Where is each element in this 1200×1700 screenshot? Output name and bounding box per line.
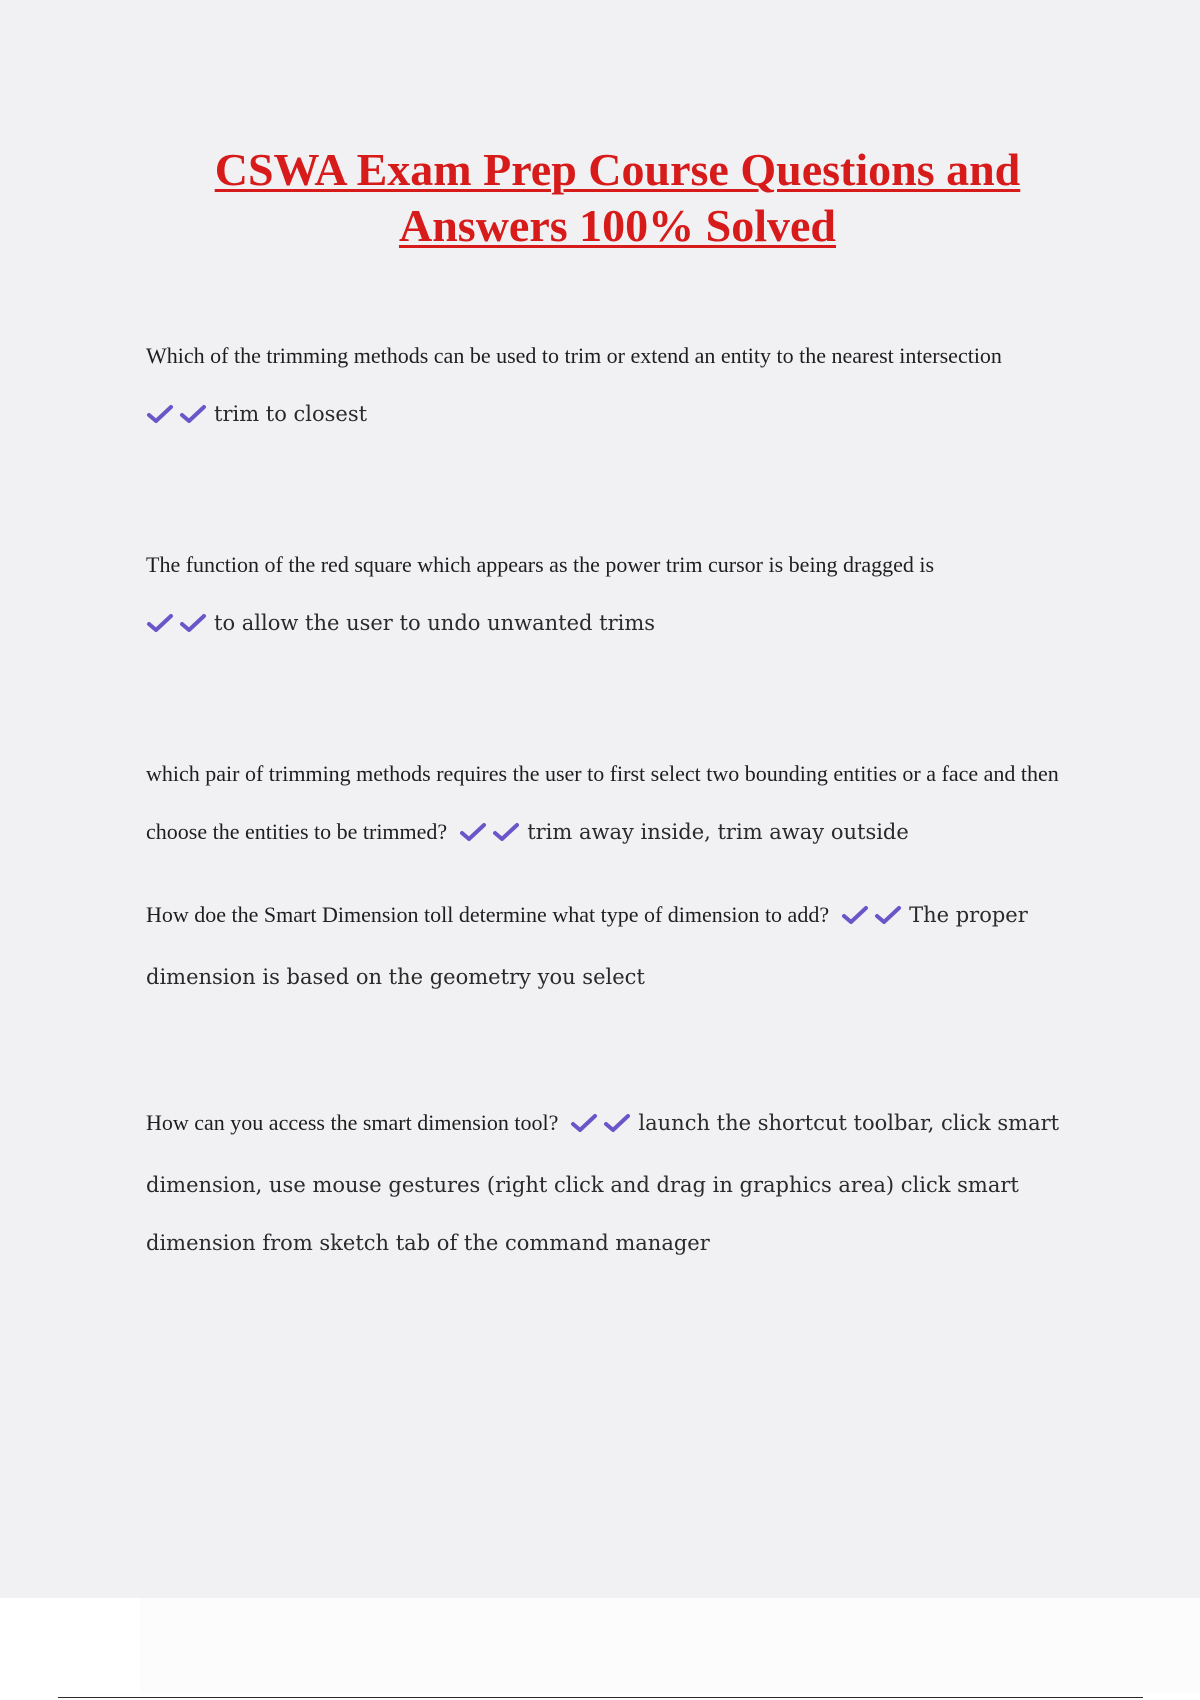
qa-item-3 [146, 745, 1086, 865]
answer-text: trim away inside, trim away outside [527, 820, 909, 844]
answer-checkmarks [146, 598, 212, 656]
page-footer-area [140, 1598, 1200, 1694]
qa-item-4 [146, 886, 1086, 1006]
answer-checkmarks [570, 1098, 636, 1156]
check-icon [841, 904, 869, 926]
qa-item-5 [146, 1094, 1096, 1272]
check-icon [570, 1112, 598, 1134]
check-icon [603, 1112, 631, 1134]
answer-text: The proper dimension is based on the geometry you select [146, 903, 1028, 989]
check-icon [874, 904, 902, 926]
question-text: Which of the trimming methods can be used to trim or extend an entity to the nearest intersection [146, 343, 1002, 368]
qa-item-2 [146, 536, 1106, 656]
answer-checkmarks [146, 389, 212, 447]
footer-divider [58, 1697, 1143, 1698]
check-icon [179, 403, 207, 425]
qa-item-1 [146, 327, 1106, 447]
question-text: The function of the red square which appears as the power trim cursor is being dragged is [146, 552, 935, 577]
check-icon [146, 403, 174, 425]
answer-text: launch the shortcut toolbar, click smart dimension, use mouse gestures (right click and drag in graphics area) click smart dimension from sketch tab of the command manager [146, 1111, 1060, 1255]
answer-text: to allow the user to undo unwanted trims [214, 611, 656, 635]
answer-checkmarks [841, 890, 907, 948]
question-text: which pair of trimming methods requires the user to first select two bounding entities or a face and then choose the entities to be trimmed? [146, 761, 1059, 844]
question-text: How doe the Smart Dimension toll determine what type of dimension to add? [146, 902, 830, 927]
check-icon [179, 612, 207, 634]
check-icon [492, 821, 520, 843]
question-text: How can you access the smart dimension tool? [146, 1110, 559, 1135]
answer-text: trim to closest [214, 402, 368, 426]
check-icon [459, 821, 487, 843]
answer-checkmarks [459, 807, 525, 865]
check-icon [146, 612, 174, 634]
page-title: CSWA Exam Prep Course Questions and Answers 100% Solved [214, 144, 1021, 251]
